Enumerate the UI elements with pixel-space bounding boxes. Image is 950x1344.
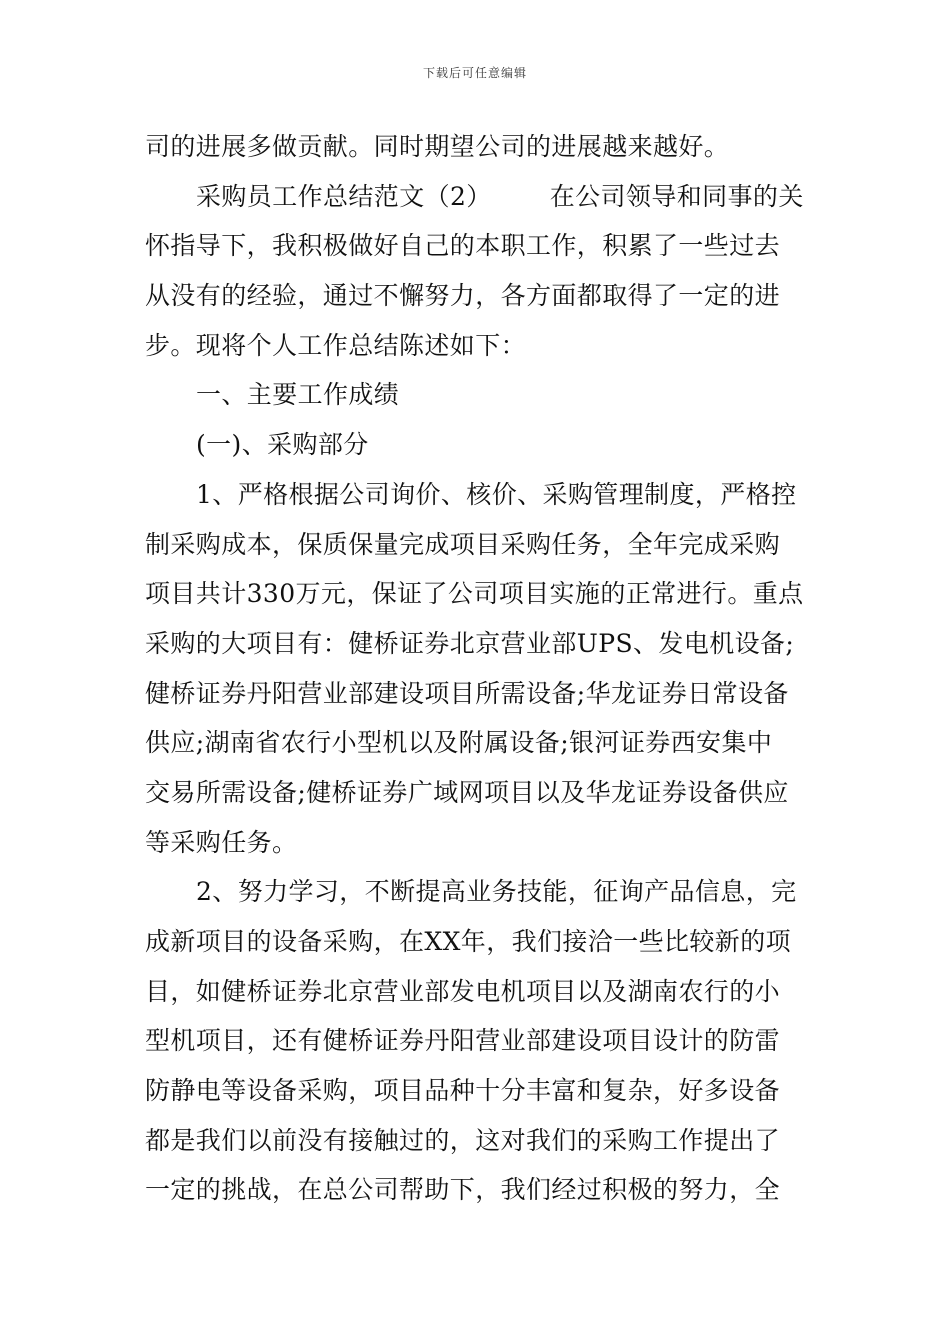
text-line	[145, 1116, 809, 1166]
line-text: 等采购任务。	[145, 827, 298, 857]
text-line	[145, 867, 809, 917]
text-line	[145, 818, 809, 868]
line-text: 在公司领导和同事的关	[549, 181, 804, 211]
document-body	[145, 122, 809, 1215]
line-text: 都是我们以前没有接触过的，这对我们的采购工作提出了	[145, 1125, 781, 1155]
line-text: 型机项目，还有健桥证券丹阳营业部建设项目设计的防雷	[145, 1026, 781, 1056]
line-text: 一定的挑战，在总公司帮助下，我们经过积极的努力，全	[145, 1175, 781, 1205]
text-line	[145, 520, 809, 570]
line-text: 供应;湖南省农行小型机以及附属设备;银河证券西安集中	[145, 728, 773, 758]
text-line	[145, 1165, 809, 1215]
line-text: 成新项目的设备采购，在XX年，我们接洽一些比较新的项	[145, 927, 791, 956]
text-line	[145, 321, 809, 371]
text-line	[145, 470, 809, 520]
line-text: 交易所需设备;健桥证券广域网项目以及华龙证券设备供应	[145, 777, 789, 807]
text-line	[145, 569, 809, 619]
line-text: 1、严格根据公司询价、核价、采购管理制度，严格控	[196, 479, 797, 509]
text-line	[145, 718, 809, 768]
text-line	[145, 1016, 809, 1066]
text-line	[145, 271, 809, 321]
heading-main-achievements: 一、主要工作成绩	[196, 380, 400, 410]
text-line	[145, 221, 809, 271]
text-line	[145, 172, 809, 222]
line-text: 步。现将个人工作总结陈述如下：	[145, 330, 527, 360]
text-line	[145, 1066, 809, 1116]
line-text: 制采购成本，保质保量完成项目采购任务，全年完成采购	[145, 529, 781, 559]
line-text: 健桥证券丹阳营业部建设项目所需设备;华龙证券日常设备	[145, 678, 789, 708]
text-line	[145, 768, 809, 818]
line-text: 采购的大项目有：健桥证券北京营业部UPS、发电机设备;	[145, 628, 795, 658]
heading-procurement: (一)、采购部分	[196, 430, 369, 460]
line-text: 怀指导下，我积极做好自己的本职工作，积累了一些过去	[145, 231, 781, 261]
text-line	[145, 370, 809, 420]
text-line	[145, 420, 809, 470]
line-text: 司的进展多做贡献。同时期望公司的进展越来越好。	[145, 132, 730, 161]
line-text: 防静电等设备采购，项目品种十分丰富和复杂，好多设备	[145, 1076, 781, 1106]
line-text: 项目共计330万元，保证了公司项目实施的正常进行。重点	[145, 579, 804, 609]
line-text: 2、努力学习，不断提高业务技能，征询产品信息，完	[196, 877, 797, 907]
text-line	[145, 917, 809, 967]
text-line	[145, 967, 809, 1017]
section-title: 采购员工作总结范文（2）	[196, 181, 492, 211]
text-line	[145, 669, 809, 719]
text-line	[145, 619, 809, 669]
page-header: 下载后可任意编辑	[422, 66, 527, 80]
text-line	[145, 122, 809, 172]
line-text: 目，如健桥证券北京营业部发电机项目以及湖南农行的小	[145, 976, 781, 1006]
line-text: 从没有的经验，通过不懈努力，各方面都取得了一定的进	[145, 281, 781, 311]
